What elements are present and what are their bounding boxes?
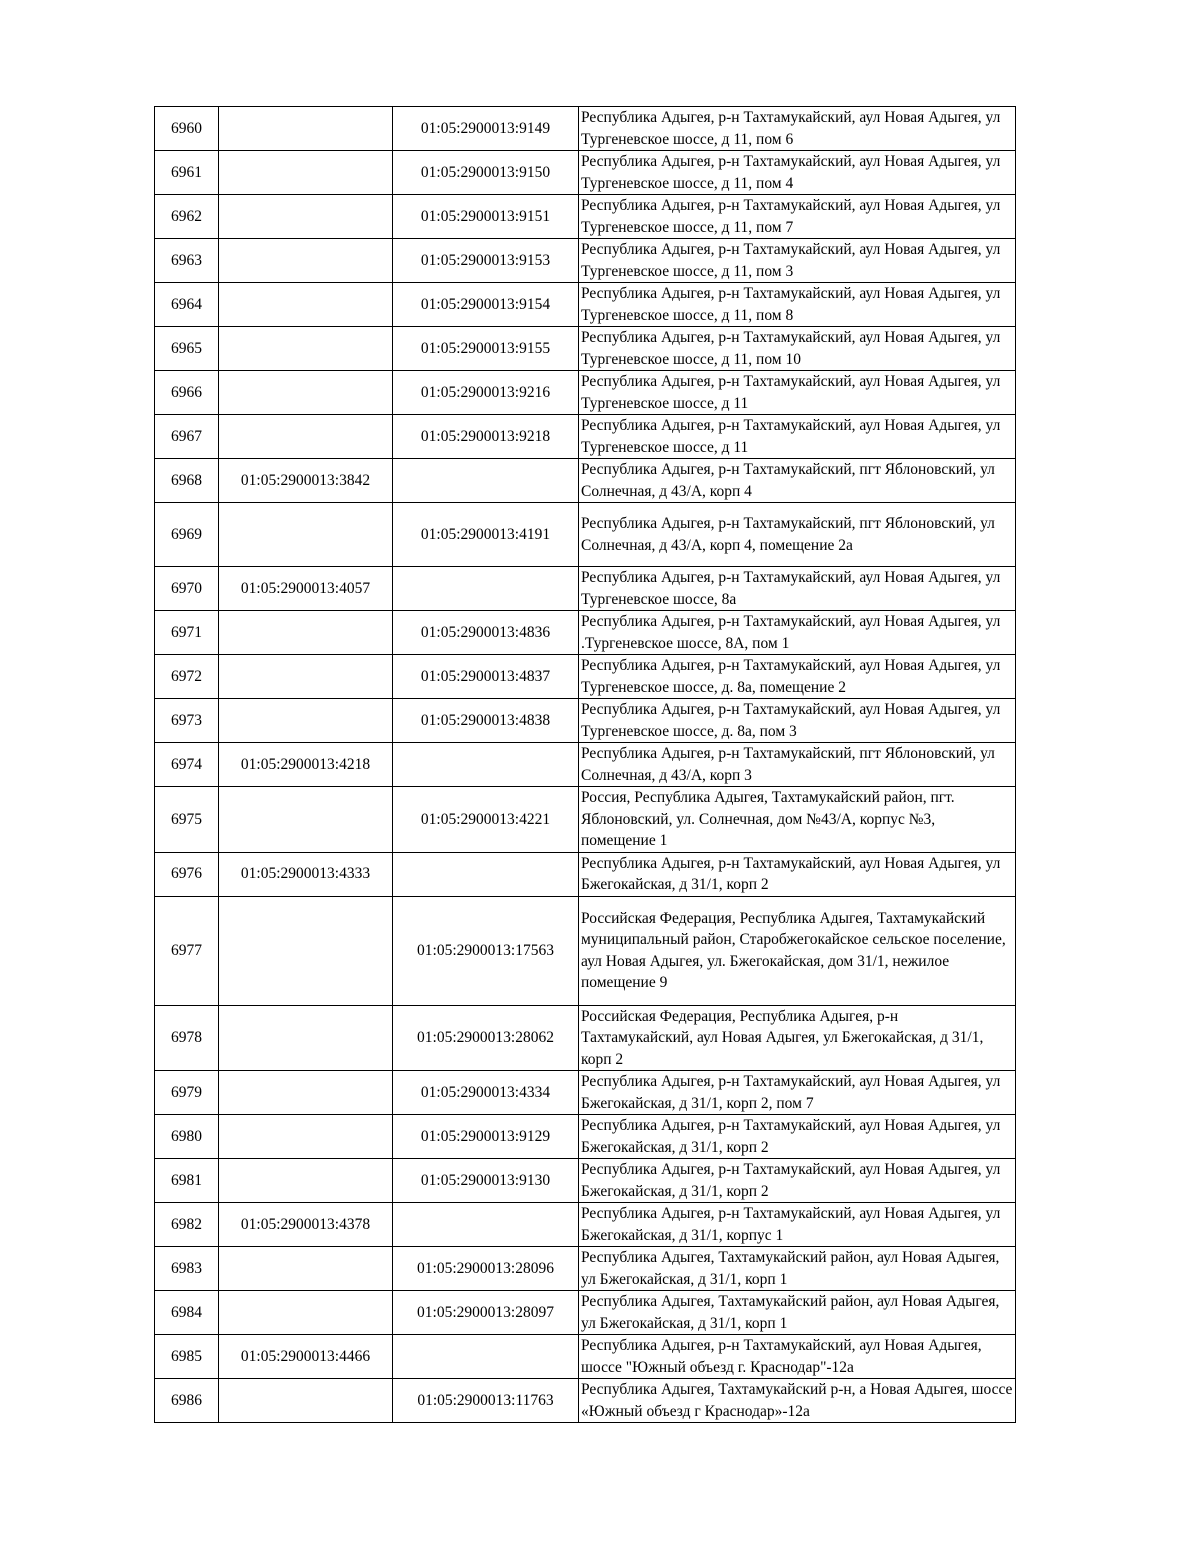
object-cadastral-number-cell bbox=[393, 459, 579, 503]
object-cadastral-number-cell: 01:05:2900013:11763 bbox=[393, 1379, 579, 1423]
address-cell: Республика Адыгея, р-н Тахтамукайский, пгт Яблоновский, ул Солнечная, д 43/А, корп 4 bbox=[579, 459, 1016, 503]
table-row bbox=[155, 1379, 1016, 1423]
row-number-cell: 6983 bbox=[155, 1247, 219, 1291]
address-cell: Республика Адыгея, р-н Тахтамукайский, аул Новая Адыгея, ул Тургеневское шоссе, д 11, пом 3 bbox=[579, 239, 1016, 283]
row-number-cell: 6981 bbox=[155, 1159, 219, 1203]
row-number-cell: 6963 bbox=[155, 239, 219, 283]
row-number-cell: 6971 bbox=[155, 611, 219, 655]
address-cell: Российская Федерация, Республика Адыгея, р-н Тахтамукайский, аул Новая Адыгея, ул Бжегокайская, д 31/1, корп 2 bbox=[579, 1005, 1016, 1071]
object-cadastral-number-cell: 01:05:2900013:17563 bbox=[393, 896, 579, 1005]
object-cadastral-number-cell: 01:05:2900013:9216 bbox=[393, 371, 579, 415]
table-row bbox=[155, 699, 1016, 743]
table-row bbox=[155, 107, 1016, 151]
row-number-cell: 6962 bbox=[155, 195, 219, 239]
table-row bbox=[155, 371, 1016, 415]
address-cell: Республика Адыгея, р-н Тахтамукайский, пгт Яблоновский, ул Солнечная, д 43/А, корп 3 bbox=[579, 743, 1016, 787]
row-number-cell: 6978 bbox=[155, 1005, 219, 1071]
address-cell: Республика Адыгея, р-н Тахтамукайский, аул Новая Адыгея, ул Тургеневское шоссе, 8а bbox=[579, 567, 1016, 611]
table-row bbox=[155, 459, 1016, 503]
row-number-cell: 6965 bbox=[155, 327, 219, 371]
table-row bbox=[155, 1247, 1016, 1291]
object-cadastral-number-cell: 01:05:2900013:4334 bbox=[393, 1071, 579, 1115]
object-cadastral-number-cell: 01:05:2900013:4838 bbox=[393, 699, 579, 743]
land-cadastral-number-cell bbox=[219, 239, 393, 283]
address-cell: Республика Адыгея, р-н Тахтамукайский, пгт Яблоновский, ул Солнечная, д 43/А, корп 4, помещение 2а bbox=[579, 503, 1016, 567]
object-cadastral-number-cell: 01:05:2900013:9153 bbox=[393, 239, 579, 283]
table-row bbox=[155, 611, 1016, 655]
land-cadastral-number-cell bbox=[219, 503, 393, 567]
table-row bbox=[155, 567, 1016, 611]
object-cadastral-number-cell: 01:05:2900013:4221 bbox=[393, 787, 579, 853]
table-row bbox=[155, 655, 1016, 699]
object-cadastral-number-cell: 01:05:2900013:9151 bbox=[393, 195, 579, 239]
table-row bbox=[155, 415, 1016, 459]
row-number-cell: 6968 bbox=[155, 459, 219, 503]
object-cadastral-number-cell: 01:05:2900013:4837 bbox=[393, 655, 579, 699]
object-cadastral-number-cell: 01:05:2900013:9218 bbox=[393, 415, 579, 459]
object-cadastral-number-cell bbox=[393, 1335, 579, 1379]
address-cell: Республика Адыгея, Тахтамукайский р-н, а Новая Адыгея, шоссе «Южный объезд г Краснодар»-12а bbox=[579, 1379, 1016, 1423]
address-cell: Российская Федерация, Республика Адыгея, Тахтамукайский муниципальный район, Старобжегокайское сельское поселение, аул Новая Адыгея, ул. Бжегокайская, дом 31/1, нежилое помещение 9 bbox=[579, 896, 1016, 1005]
table-row bbox=[155, 1005, 1016, 1071]
land-cadastral-number-cell: 01:05:2900013:4333 bbox=[219, 852, 393, 896]
table-row bbox=[155, 327, 1016, 371]
address-cell: Республика Адыгея, р-н Тахтамукайский, аул Новая Адыгея, ул Тургеневское шоссе, д 11, пом 10 bbox=[579, 327, 1016, 371]
table-row bbox=[155, 1159, 1016, 1203]
row-number-cell: 6985 bbox=[155, 1335, 219, 1379]
table-row bbox=[155, 787, 1016, 853]
object-cadastral-number-cell bbox=[393, 1203, 579, 1247]
row-number-cell: 6970 bbox=[155, 567, 219, 611]
row-number-cell: 6966 bbox=[155, 371, 219, 415]
object-cadastral-number-cell: 01:05:2900013:28096 bbox=[393, 1247, 579, 1291]
object-cadastral-number-cell: 01:05:2900013:28097 bbox=[393, 1291, 579, 1335]
table-row bbox=[155, 1071, 1016, 1115]
land-cadastral-number-cell bbox=[219, 699, 393, 743]
address-cell: Республика Адыгея, р-н Тахтамукайский, аул Новая Адыгея, ул Тургеневское шоссе, д. 8а, пом 3 bbox=[579, 699, 1016, 743]
object-cadastral-number-cell: 01:05:2900013:4836 bbox=[393, 611, 579, 655]
object-cadastral-number-cell: 01:05:2900013:9149 bbox=[393, 107, 579, 151]
land-cadastral-number-cell: 01:05:2900013:3842 bbox=[219, 459, 393, 503]
table-row bbox=[155, 896, 1016, 1005]
row-number-cell: 6972 bbox=[155, 655, 219, 699]
object-cadastral-number-cell: 01:05:2900013:9154 bbox=[393, 283, 579, 327]
land-cadastral-number-cell bbox=[219, 1159, 393, 1203]
land-cadastral-number-cell bbox=[219, 1005, 393, 1071]
table-row bbox=[155, 743, 1016, 787]
land-cadastral-number-cell bbox=[219, 1115, 393, 1159]
address-cell: Республика Адыгея, р-н Тахтамукайский, аул Новая Адыгея, ул Тургеневское шоссе, д 11 bbox=[579, 415, 1016, 459]
land-cadastral-number-cell bbox=[219, 195, 393, 239]
row-number-cell: 6969 bbox=[155, 503, 219, 567]
row-number-cell: 6977 bbox=[155, 896, 219, 1005]
land-cadastral-number-cell bbox=[219, 896, 393, 1005]
address-cell: Россия, Республика Адыгея, Тахтамукайский район, пгт. Яблоновский, ул. Солнечная, дом №43/А, корпус №3, помещение 1 bbox=[579, 787, 1016, 853]
row-number-cell: 6979 bbox=[155, 1071, 219, 1115]
object-cadastral-number-cell bbox=[393, 852, 579, 896]
address-cell: Республика Адыгея, р-н Тахтамукайский, аул Новая Адыгея, ул Бжегокайская, д 31/1, корп 2 bbox=[579, 1159, 1016, 1203]
address-cell: Республика Адыгея, р-н Тахтамукайский, аул Новая Адыгея, ул Тургеневское шоссе, д 11, пом 4 bbox=[579, 151, 1016, 195]
table-row bbox=[155, 1335, 1016, 1379]
row-number-cell: 6967 bbox=[155, 415, 219, 459]
registry-table bbox=[154, 106, 1016, 1423]
registry-table-body bbox=[155, 107, 1016, 1423]
land-cadastral-number-cell bbox=[219, 611, 393, 655]
table-row bbox=[155, 1203, 1016, 1247]
land-cadastral-number-cell bbox=[219, 327, 393, 371]
table-row bbox=[155, 239, 1016, 283]
land-cadastral-number-cell bbox=[219, 1379, 393, 1423]
address-cell: Республика Адыгея, р-н Тахтамукайский, аул Новая Адыгея, ул .Тургеневское шоссе, 8А, пом 1 bbox=[579, 611, 1016, 655]
row-number-cell: 6982 bbox=[155, 1203, 219, 1247]
row-number-cell: 6980 bbox=[155, 1115, 219, 1159]
object-cadastral-number-cell: 01:05:2900013:28062 bbox=[393, 1005, 579, 1071]
land-cadastral-number-cell bbox=[219, 787, 393, 853]
table-row bbox=[155, 151, 1016, 195]
land-cadastral-number-cell bbox=[219, 107, 393, 151]
address-cell: Республика Адыгея, р-н Тахтамукайский, аул Новая Адыгея, ул Тургеневское шоссе, д 11, пом 8 bbox=[579, 283, 1016, 327]
address-cell: Республика Адыгея, р-н Тахтамукайский, аул Новая Адыгея, ул Тургеневское шоссе, д 11, пом 6 bbox=[579, 107, 1016, 151]
object-cadastral-number-cell: 01:05:2900013:9155 bbox=[393, 327, 579, 371]
object-cadastral-number-cell bbox=[393, 567, 579, 611]
table-row bbox=[155, 503, 1016, 567]
row-number-cell: 6976 bbox=[155, 852, 219, 896]
object-cadastral-number-cell: 01:05:2900013:9150 bbox=[393, 151, 579, 195]
address-cell: Республика Адыгея, Тахтамукайский район, аул Новая Адыгея, ул Бжегокайская, д 31/1, корп 1 bbox=[579, 1247, 1016, 1291]
row-number-cell: 6975 bbox=[155, 787, 219, 853]
address-cell: Республика Адыгея, р-н Тахтамукайский, аул Новая Адыгея, ул Бжегокайская, д 31/1, корп 2, пом 7 bbox=[579, 1071, 1016, 1115]
object-cadastral-number-cell: 01:05:2900013:9130 bbox=[393, 1159, 579, 1203]
land-cadastral-number-cell bbox=[219, 655, 393, 699]
object-cadastral-number-cell: 01:05:2900013:9129 bbox=[393, 1115, 579, 1159]
address-cell: Республика Адыгея, р-н Тахтамукайский, аул Новая Адыгея, ул Бжегокайская, д 31/1, корп 2 bbox=[579, 1115, 1016, 1159]
land-cadastral-number-cell: 01:05:2900013:4057 bbox=[219, 567, 393, 611]
address-cell: Республика Адыгея, Тахтамукайский район, аул Новая Адыгея, ул Бжегокайская, д 31/1, корп 1 bbox=[579, 1291, 1016, 1335]
row-number-cell: 6984 bbox=[155, 1291, 219, 1335]
address-cell: Республика Адыгея, р-н Тахтамукайский, аул Новая Адыгея, ул Тургеневское шоссе, д 11 bbox=[579, 371, 1016, 415]
row-number-cell: 6964 bbox=[155, 283, 219, 327]
land-cadastral-number-cell bbox=[219, 1071, 393, 1115]
object-cadastral-number-cell: 01:05:2900013:4191 bbox=[393, 503, 579, 567]
land-cadastral-number-cell bbox=[219, 415, 393, 459]
table-row bbox=[155, 1115, 1016, 1159]
land-cadastral-number-cell: 01:05:2900013:4466 bbox=[219, 1335, 393, 1379]
land-cadastral-number-cell bbox=[219, 283, 393, 327]
object-cadastral-number-cell bbox=[393, 743, 579, 787]
row-number-cell: 6986 bbox=[155, 1379, 219, 1423]
address-cell: Республика Адыгея, р-н Тахтамукайский, аул Новая Адыгея, ул Тургеневское шоссе, д 11, пом 7 bbox=[579, 195, 1016, 239]
address-cell: Республика Адыгея, р-н Тахтамукайский, аул Новая Адыгея, шоссе "Южный объезд г. Краснодар"-12а bbox=[579, 1335, 1016, 1379]
row-number-cell: 6961 bbox=[155, 151, 219, 195]
table-row bbox=[155, 283, 1016, 327]
land-cadastral-number-cell: 01:05:2900013:4378 bbox=[219, 1203, 393, 1247]
address-cell: Республика Адыгея, р-н Тахтамукайский, аул Новая Адыгея, ул Бжегокайская, д 31/1, корпус 1 bbox=[579, 1203, 1016, 1247]
address-cell: Республика Адыгея, р-н Тахтамукайский, аул Новая Адыгея, ул Тургеневское шоссе, д. 8а, помещение 2 bbox=[579, 655, 1016, 699]
land-cadastral-number-cell: 01:05:2900013:4218 bbox=[219, 743, 393, 787]
land-cadastral-number-cell bbox=[219, 1291, 393, 1335]
table-row bbox=[155, 195, 1016, 239]
row-number-cell: 6960 bbox=[155, 107, 219, 151]
table-row bbox=[155, 852, 1016, 896]
land-cadastral-number-cell bbox=[219, 371, 393, 415]
address-cell: Республика Адыгея, р-н Тахтамукайский, аул Новая Адыгея, ул Бжегокайская, д 31/1, корп 2 bbox=[579, 852, 1016, 896]
land-cadastral-number-cell bbox=[219, 1247, 393, 1291]
row-number-cell: 6974 bbox=[155, 743, 219, 787]
table-row bbox=[155, 1291, 1016, 1335]
row-number-cell: 6973 bbox=[155, 699, 219, 743]
land-cadastral-number-cell bbox=[219, 151, 393, 195]
